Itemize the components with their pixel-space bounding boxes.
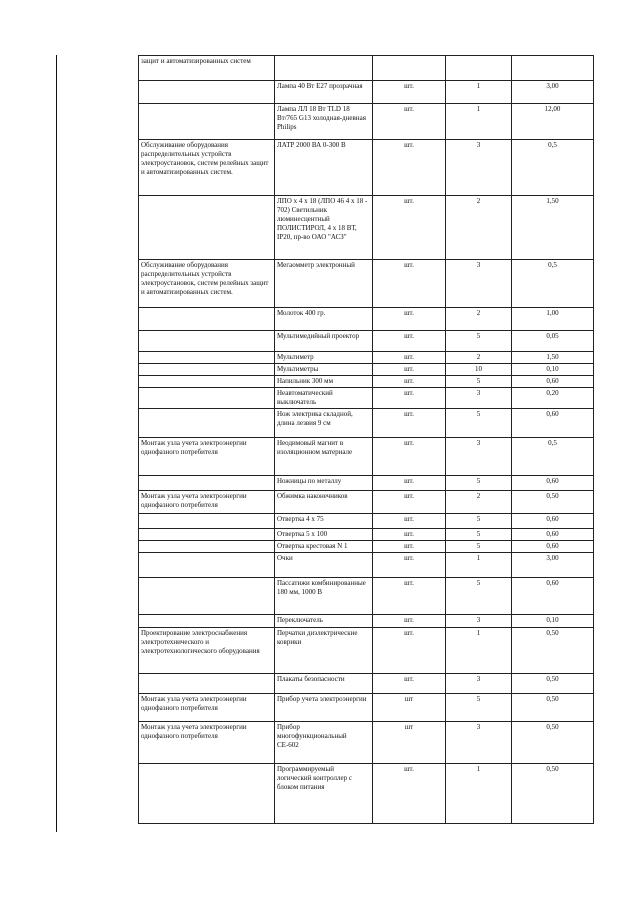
row-unit-cell: шт	[373, 694, 446, 722]
row-section-cell	[139, 331, 275, 352]
row-quantity-cell: 1	[446, 81, 512, 104]
row-value-cell: 0,60	[512, 541, 594, 553]
row-section-cell	[139, 104, 275, 140]
row-item-name-cell: ЛПО х 4 х 18 (ЛПО 46 4 х 18 - 702) Светильник люминесцентный ПОЛИСТИРОЛ, 4 х 18 ВТ, IP20, пр-во ОАО "АСЗ"	[275, 196, 373, 260]
row-section-cell	[139, 615, 275, 628]
row-item-name-cell: Перчатки диэлектрические коврики	[275, 628, 373, 674]
row-unit-cell: шт.	[373, 308, 446, 331]
row-value-cell: 0,50	[512, 491, 594, 514]
table-row	[139, 491, 594, 514]
table-row	[139, 615, 594, 628]
row-section-cell	[139, 529, 275, 541]
row-quantity-cell: 3	[446, 388, 512, 409]
table-row	[139, 674, 594, 694]
row-value-cell: 0,50	[512, 628, 594, 674]
row-value-cell: 0,50	[512, 764, 594, 824]
row-value-cell: 0,60	[512, 476, 594, 491]
row-section-cell: защит и автоматизированных систем	[139, 56, 275, 81]
row-section-cell: Проектирование электроснабжения электротехнического и электротехнологического оборудования	[139, 628, 275, 674]
row-value-cell: 0,5	[512, 438, 594, 476]
row-section-cell	[139, 81, 275, 104]
row-section-cell	[139, 541, 275, 553]
table-row	[139, 409, 594, 438]
equipment-table-body	[139, 56, 594, 824]
row-section-cell: Обслуживание оборудования распределительных устройств электроустановок, систем релейных защит и автоматизированных систем.	[139, 260, 275, 308]
row-section-cell	[139, 308, 275, 331]
row-unit-cell: шт.	[373, 352, 446, 364]
row-item-name-cell: Мегаомметр электронный	[275, 260, 373, 308]
row-unit-cell: шт.	[373, 578, 446, 615]
row-section-cell	[139, 553, 275, 578]
row-unit-cell: шт.	[373, 140, 446, 196]
row-item-name-cell	[275, 56, 373, 81]
table-row	[139, 388, 594, 409]
row-item-name-cell: Плакаты безопасности	[275, 674, 373, 694]
row-quantity-cell: 1	[446, 104, 512, 140]
row-item-name-cell: Отвертка 4 х 75	[275, 514, 373, 529]
row-value-cell: 0,20	[512, 388, 594, 409]
row-value-cell: 1,00	[512, 308, 594, 331]
row-quantity-cell: 5	[446, 541, 512, 553]
row-unit-cell: шт.	[373, 553, 446, 578]
row-section-cell	[139, 578, 275, 615]
row-item-name-cell: Мультимедийный проектор	[275, 331, 373, 352]
row-quantity-cell: 10	[446, 364, 512, 376]
row-section-cell	[139, 674, 275, 694]
row-section-cell	[139, 196, 275, 260]
row-unit-cell: шт.	[373, 376, 446, 388]
table-row	[139, 81, 594, 104]
row-item-name-cell: Отвертка крестовая N 1	[275, 541, 373, 553]
equipment-table	[138, 55, 594, 824]
table-row	[139, 331, 594, 352]
row-value-cell: 3,00	[512, 553, 594, 578]
table-row	[139, 308, 594, 331]
row-section-cell: Монтаж узла учета электроэнергии однофазного потребителя	[139, 491, 275, 514]
row-unit-cell: шт.	[373, 764, 446, 824]
row-value-cell: 0,50	[512, 674, 594, 694]
row-unit-cell: шт.	[373, 529, 446, 541]
row-quantity-cell: 5	[446, 694, 512, 722]
row-value-cell: 0,10	[512, 615, 594, 628]
row-item-name-cell: Прибор многофункциональный СЕ-602	[275, 722, 373, 764]
row-section-cell	[139, 476, 275, 491]
row-quantity-cell: 1	[446, 628, 512, 674]
row-item-name-cell: Мультиметр	[275, 352, 373, 364]
table-row	[139, 541, 594, 553]
row-quantity-cell: 5	[446, 514, 512, 529]
row-quantity-cell: 5	[446, 331, 512, 352]
row-value-cell: 0,5	[512, 140, 594, 196]
row-unit-cell: шт.	[373, 438, 446, 476]
row-quantity-cell: 5	[446, 529, 512, 541]
table-row	[139, 764, 594, 824]
table-row	[139, 722, 594, 764]
row-value-cell: 0,5	[512, 260, 594, 308]
table-row	[139, 529, 594, 541]
table-row	[139, 376, 594, 388]
table-row	[139, 56, 594, 81]
row-section-cell	[139, 409, 275, 438]
table-row	[139, 476, 594, 491]
row-item-name-cell: Отвертка 5 х 100	[275, 529, 373, 541]
row-quantity-cell: 3	[446, 615, 512, 628]
row-item-name-cell: Лампа 40 Вт Е27 прозрачная	[275, 81, 373, 104]
row-unit-cell: шт.	[373, 615, 446, 628]
row-unit-cell: шт.	[373, 104, 446, 140]
row-value-cell	[512, 56, 594, 81]
row-value-cell: 12,00	[512, 104, 594, 140]
row-section-cell	[139, 764, 275, 824]
row-unit-cell: шт.	[373, 476, 446, 491]
row-unit-cell	[373, 56, 446, 81]
row-quantity-cell: 2	[446, 196, 512, 260]
table-row	[139, 578, 594, 615]
row-item-name-cell: Обжимка наконечников	[275, 491, 373, 514]
row-section-cell: Монтаж узла учета электроэнергии однофазного потребителя	[139, 694, 275, 722]
row-unit-cell: шт.	[373, 388, 446, 409]
row-value-cell: 0,50	[512, 694, 594, 722]
row-value-cell: 0,60	[512, 514, 594, 529]
row-unit-cell: шт.	[373, 260, 446, 308]
table-row	[139, 514, 594, 529]
row-section-cell: Монтаж узла учета электроэнергии однофазного потребителя	[139, 722, 275, 764]
row-section-cell: Обслуживание оборудования распределительных устройств электроустановок, систем релейных защит и автоматизированных систем.	[139, 140, 275, 196]
row-value-cell: 3,00	[512, 81, 594, 104]
row-section-cell	[139, 364, 275, 376]
table-row	[139, 694, 594, 722]
row-item-name-cell: Пассатижи комбинированные 180 мм, 1000 В	[275, 578, 373, 615]
table-row	[139, 553, 594, 578]
row-quantity-cell: 3	[446, 722, 512, 764]
table-row	[139, 196, 594, 260]
row-quantity-cell: 3	[446, 260, 512, 308]
row-value-cell: 0,10	[512, 364, 594, 376]
table-row	[139, 260, 594, 308]
row-section-cell	[139, 514, 275, 529]
row-quantity-cell: 1	[446, 764, 512, 824]
row-item-name-cell: Ножницы по металлу	[275, 476, 373, 491]
row-item-name-cell: Неавтоматический выключатель	[275, 388, 373, 409]
table-row	[139, 104, 594, 140]
table-row	[139, 364, 594, 376]
row-section-cell	[139, 352, 275, 364]
row-item-name-cell: Нож электрика складной, длина лезвия 9 см	[275, 409, 373, 438]
row-quantity-cell: 3	[446, 438, 512, 476]
row-quantity-cell: 3	[446, 674, 512, 694]
row-unit-cell: шт.	[373, 409, 446, 438]
row-unit-cell: шт.	[373, 514, 446, 529]
row-item-name-cell: Лампа ЛЛ 18 Вт TLD 18 Вт/765 G13 холодная-дневная Philips	[275, 104, 373, 140]
table-row	[139, 352, 594, 364]
row-section-cell	[139, 388, 275, 409]
row-quantity-cell: 2	[446, 491, 512, 514]
row-unit-cell: шт.	[373, 81, 446, 104]
row-unit-cell: шт	[373, 722, 446, 764]
row-value-cell: 0,60	[512, 376, 594, 388]
row-quantity-cell: 2	[446, 352, 512, 364]
row-item-name-cell: Молоток 400 гр.	[275, 308, 373, 331]
row-unit-cell: шт.	[373, 628, 446, 674]
row-quantity-cell: 5	[446, 409, 512, 438]
table-row	[139, 438, 594, 476]
row-value-cell: 0,60	[512, 409, 594, 438]
row-quantity-cell: 3	[446, 140, 512, 196]
row-section-cell: Монтаж узла учета электроэнергии однофазного потребителя	[139, 438, 275, 476]
row-item-name-cell: Переключатель	[275, 615, 373, 628]
row-item-name-cell: Напильник 300 мм	[275, 376, 373, 388]
row-unit-cell: шт.	[373, 364, 446, 376]
row-value-cell: 0,05	[512, 331, 594, 352]
row-unit-cell: шт.	[373, 541, 446, 553]
row-quantity-cell: 1	[446, 553, 512, 578]
row-item-name-cell: ЛАТР 2000 ВА 0-300 В	[275, 140, 373, 196]
row-item-name-cell: Мультиметры	[275, 364, 373, 376]
table-row	[139, 628, 594, 674]
row-section-cell	[139, 376, 275, 388]
row-unit-cell: шт.	[373, 331, 446, 352]
row-value-cell: 0,50	[512, 722, 594, 764]
row-quantity-cell: 2	[446, 308, 512, 331]
row-item-name-cell: Неодимовый магнит в изоляционном материале	[275, 438, 373, 476]
row-item-name-cell: Прибор учета электроэнергии	[275, 694, 373, 722]
table-row	[139, 140, 594, 196]
row-value-cell: 0,60	[512, 578, 594, 615]
row-item-name-cell: Программируемый логический контроллер с блоком питания	[275, 764, 373, 824]
row-unit-cell: шт.	[373, 674, 446, 694]
row-value-cell: 1,50	[512, 196, 594, 260]
row-value-cell: 1,50	[512, 352, 594, 364]
row-item-name-cell: Очки	[275, 553, 373, 578]
left-margin-rule	[56, 55, 57, 832]
row-quantity-cell	[446, 56, 512, 81]
row-quantity-cell: 5	[446, 376, 512, 388]
row-unit-cell: шт.	[373, 196, 446, 260]
row-quantity-cell: 5	[446, 476, 512, 491]
row-quantity-cell: 5	[446, 578, 512, 615]
row-value-cell: 0,60	[512, 529, 594, 541]
row-unit-cell: шт.	[373, 491, 446, 514]
